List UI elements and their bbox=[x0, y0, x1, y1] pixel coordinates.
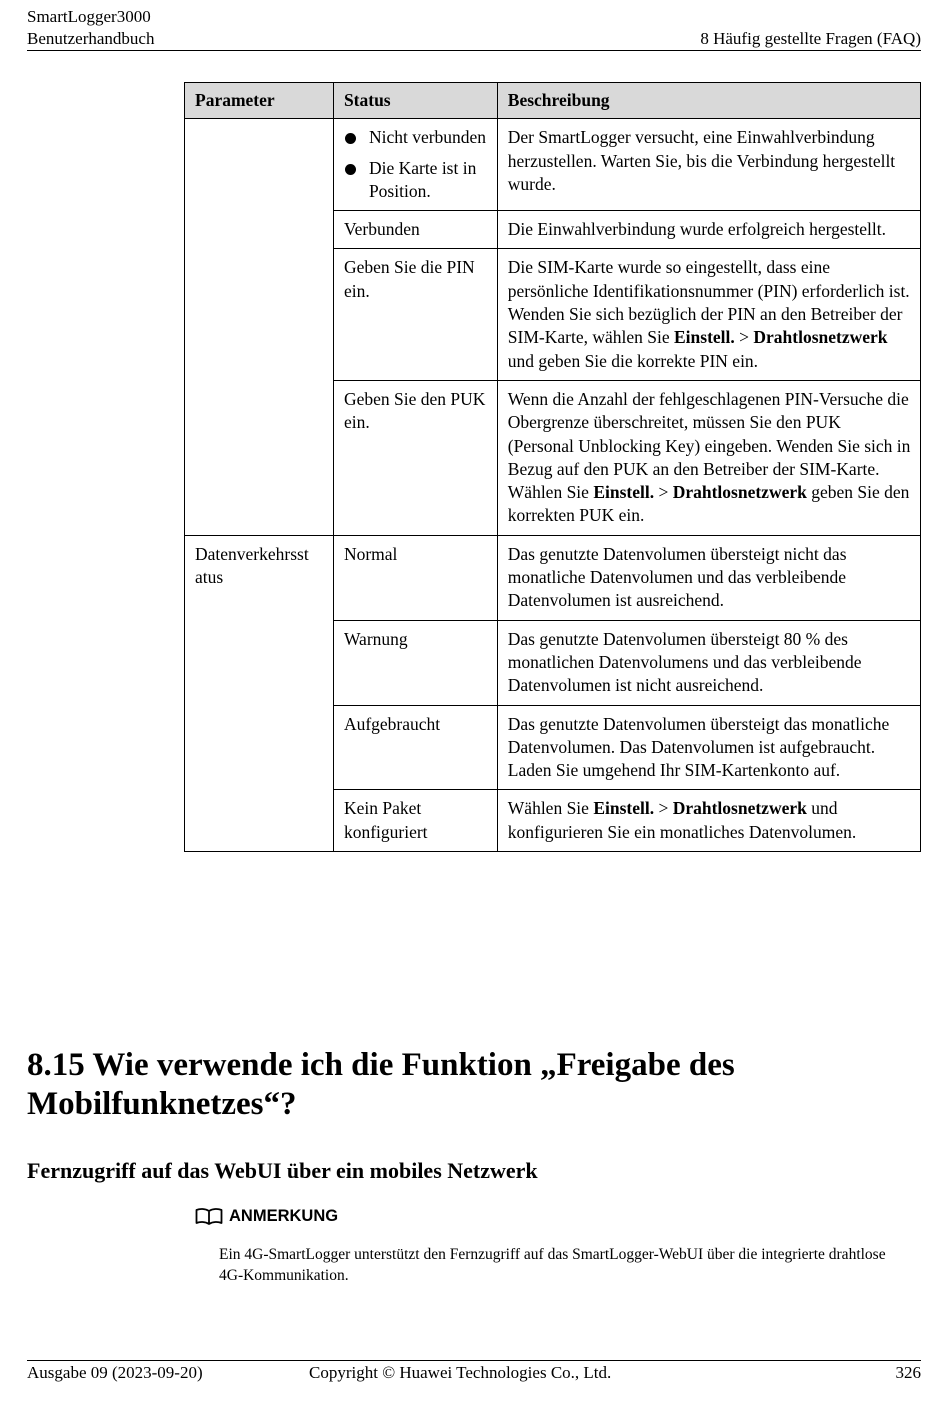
status-cell: Aufgebraucht bbox=[333, 705, 497, 790]
description-cell: Das genutzte Datenvolumen übersteigt das monatliche Datenvolumen. Das Datenvolumen ist aufgebraucht. Laden Sie umgehend Ihr SIM-Kartenkonto auf. bbox=[497, 705, 920, 790]
note-header bbox=[195, 1205, 338, 1227]
table-row bbox=[185, 535, 921, 620]
column-header-description: Beschreibung bbox=[497, 83, 920, 119]
table-row bbox=[185, 790, 921, 852]
table-row bbox=[185, 249, 921, 380]
menu-path-wireless: Drahtlosnetzwerk bbox=[672, 798, 807, 819]
status-cell: Normal bbox=[333, 535, 497, 620]
bullet-icon bbox=[345, 164, 356, 175]
list-item: Die Karte ist in Position. bbox=[344, 157, 488, 204]
description-cell: Wenn die Anzahl der fehlgeschlagenen PIN-Versuche die Obergrenze überschreitet, müssen Sie den PUK (Personal Unblocking Key) eingeben. Wenden Sie sich in Bezug auf den PUK an den Betreiber der SIM-Karte. Wählen Sie Einstell. > Drahtlosnetzwerk geben Sie den korrekten PUK ein. bbox=[497, 380, 920, 535]
header-chapter: 8 Häufig gestellte Fragen (FAQ) bbox=[700, 29, 921, 48]
menu-path-wireless: Drahtlosnetzwerk bbox=[672, 482, 807, 503]
page-footer bbox=[27, 1360, 921, 1391]
param-cell bbox=[185, 211, 334, 249]
status-list bbox=[344, 126, 488, 203]
bullet-icon bbox=[345, 133, 356, 144]
description-cell: Der SmartLogger versucht, eine Einwahlverbindung herzustellen. Warten Sie, bis die Verbindung hergestellt wurde. bbox=[497, 119, 920, 211]
table-row bbox=[185, 380, 921, 535]
list-item: Nicht verbunden bbox=[344, 126, 488, 149]
note-label: ANMERKUNG bbox=[229, 1206, 339, 1225]
status-cell bbox=[333, 119, 497, 211]
note-text: Ein 4G-SmartLogger unterstützt den Fernzugriff auf das SmartLogger-WebUI über die integrierte drahtlose 4G-Kommunikation. bbox=[219, 1246, 886, 1284]
status-cell: Verbunden bbox=[333, 211, 497, 249]
menu-path-settings: Einstell. bbox=[593, 798, 655, 819]
status-cell: Geben Sie den PUK ein. bbox=[333, 380, 497, 535]
param-cell: Datenverkehrsst atus bbox=[185, 535, 334, 620]
description-cell: Wählen Sie Einstell. > Drahtlosnetzwerk und konfigurieren Sie ein monatliches Datenvolumen. bbox=[497, 790, 920, 852]
description-cell: Die SIM-Karte wurde so eingestellt, dass eine persönliche Identifikationsnummer (PIN) erforderlich ist. Wenden Sie sich bezüglich der PIN an den Betreiber der SIM-Karte, wählen Sie Einstell. > Drahtlosnetzwerk und geben Sie die korrekte PIN ein. bbox=[497, 249, 920, 380]
param-cell bbox=[185, 119, 334, 211]
page-header bbox=[27, 4, 921, 51]
param-cell bbox=[185, 620, 334, 705]
column-header-parameter: Parameter bbox=[185, 83, 334, 119]
table-row bbox=[185, 119, 921, 211]
column-header-status: Status bbox=[333, 83, 497, 119]
footer-page-number: 326 bbox=[895, 1363, 921, 1382]
status-cell: Warnung bbox=[333, 620, 497, 705]
table-row bbox=[185, 620, 921, 705]
footer-copyright: Copyright © Huawei Technologies Co., Ltd. bbox=[309, 1363, 612, 1382]
status-cell: Geben Sie die PIN ein. bbox=[333, 249, 497, 380]
header-manual: Benutzerhandbuch bbox=[27, 29, 155, 48]
param-cell bbox=[185, 249, 334, 380]
menu-path-settings: Einstell. bbox=[593, 482, 655, 503]
param-cell bbox=[185, 380, 334, 535]
description-cell: Das genutzte Datenvolumen übersteigt nicht das monatliche Datenvolumen und das verbleibende Datenvolumen ist ausreichend. bbox=[497, 535, 920, 620]
param-cell bbox=[185, 705, 334, 790]
header-product: SmartLogger3000 bbox=[27, 7, 151, 26]
description-cell: Die Einwahlverbindung wurde erfolgreich hergestellt. bbox=[497, 211, 920, 249]
section-subtitle: Fernzugriff auf das WebUI über ein mobiles Netzwerk bbox=[27, 1158, 538, 1183]
section-title: 8.15 Wie verwende ich die Funktion „Freigabe des Mobilfunknetzes“? bbox=[27, 1047, 735, 1122]
parameter-table bbox=[184, 82, 921, 852]
menu-path-wireless: Drahtlosnetzwerk bbox=[753, 327, 888, 348]
param-cell bbox=[185, 790, 334, 852]
table-header-row bbox=[185, 83, 921, 119]
table-row bbox=[185, 705, 921, 790]
book-icon bbox=[195, 1207, 223, 1225]
description-cell: Das genutzte Datenvolumen übersteigt 80 % des monatlichen Datenvolumens und das verbleibende Datenvolumen ist nicht ausreichend. bbox=[497, 620, 920, 705]
table-row bbox=[185, 211, 921, 249]
menu-path-settings: Einstell. bbox=[674, 327, 735, 348]
footer-edition: Ausgabe 09 (2023-09-20) bbox=[27, 1363, 203, 1382]
status-cell: Kein Paket konfiguriert bbox=[333, 790, 497, 852]
